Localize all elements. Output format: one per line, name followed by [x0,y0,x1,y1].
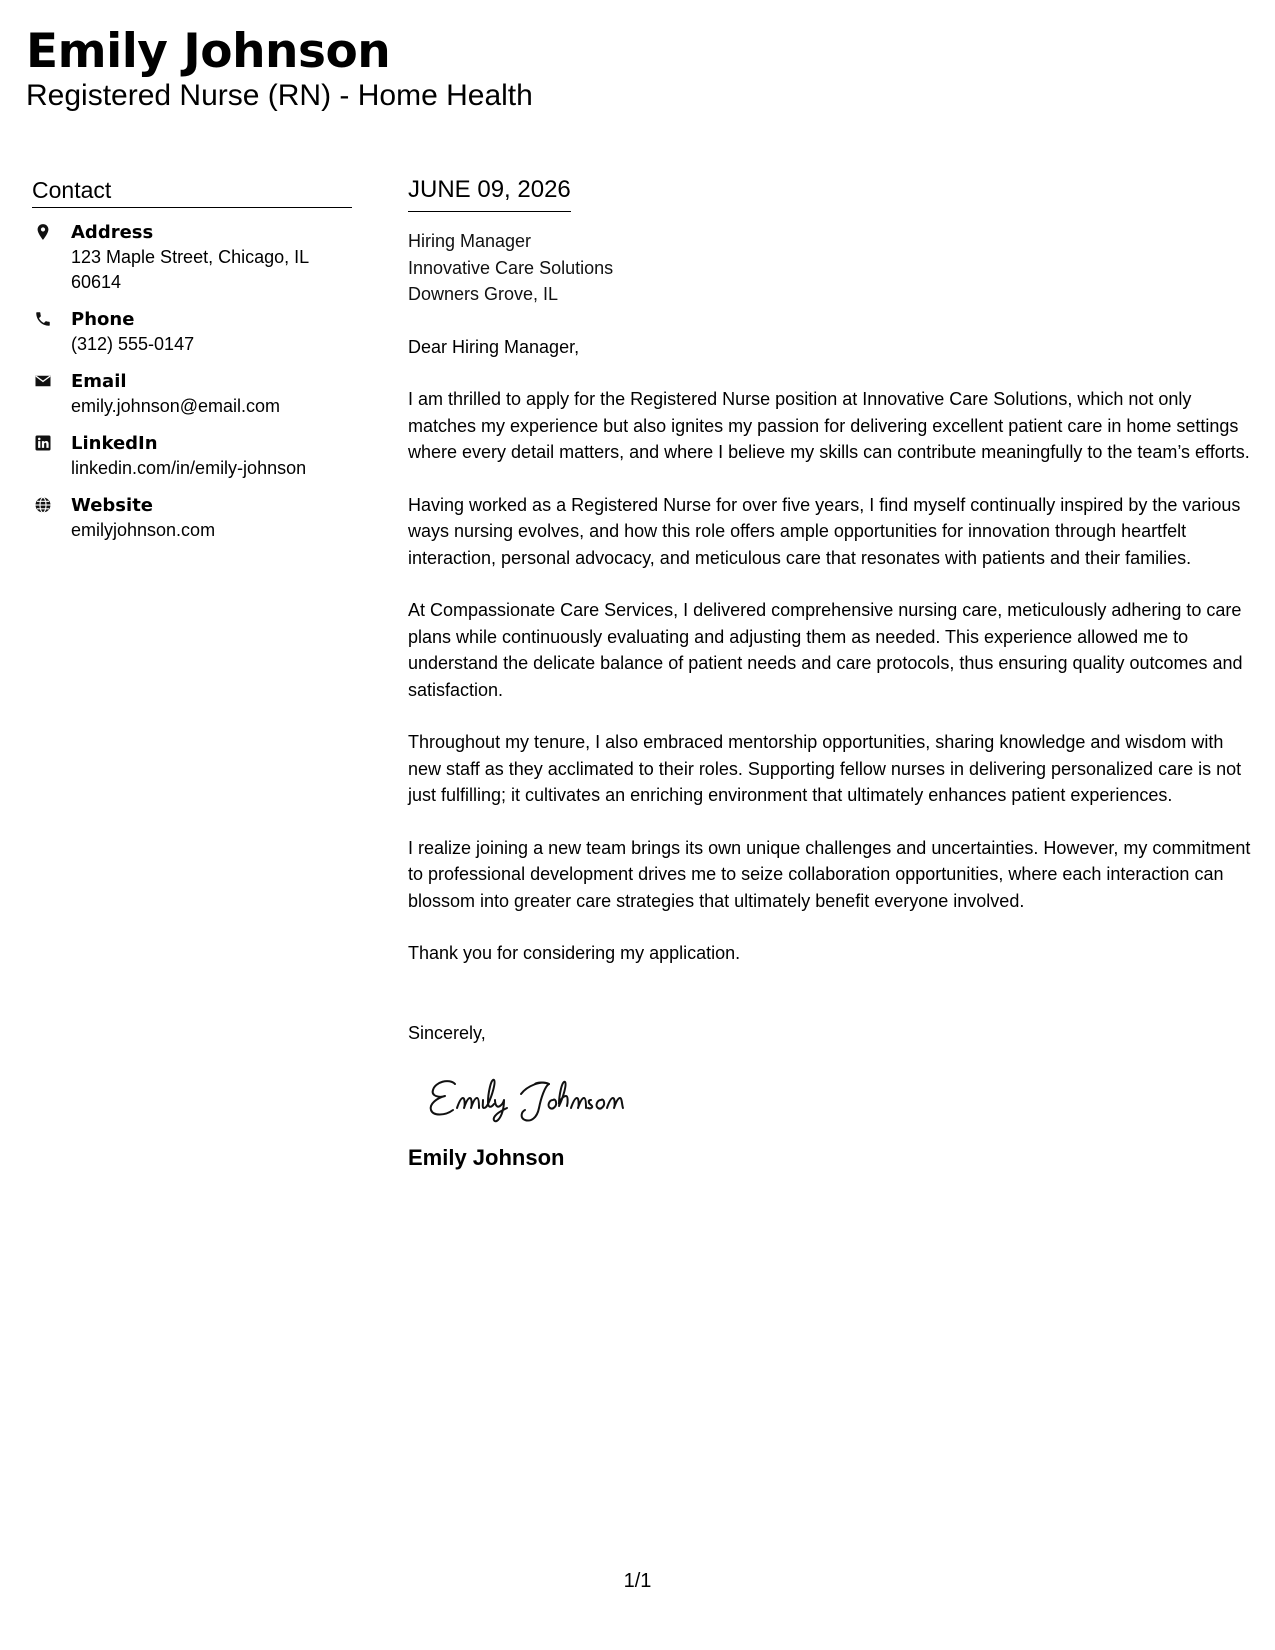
phone-value: (312) 555-0147 [71,334,195,354]
contact-sidebar [32,175,352,555]
contact-item-address [32,220,352,295]
recipient-name: Hiring Manager [408,231,532,251]
email-label: Email [71,371,127,392]
recipient-company: Innovative Care Solutions [408,257,614,278]
letter-paragraph-5: I realize joining a new team brings its own unique challenges and uncertainties. However, my commitment to professional development drives me to seize collaboration opportunities, where each interaction can blossom into greater care strategies that ultimately benefit everyone involved. [408,837,1251,911]
recipient-location: Downers Grove, IL [408,284,559,304]
contact-item-email [32,369,352,419]
letter-body [408,175,1253,1172]
linkedin-icon [34,434,52,452]
location-pin-icon [34,223,52,241]
phone-icon [34,310,52,328]
contact-item-website [32,493,352,543]
closing: Sincerely, [408,1022,486,1043]
letter-paragraph-4: Throughout my tenure, I also embraced mentorship opportunities, sharing knowledge and wisdom with new staff as they acclimated to their roles. Supporting fellow nurses in delivering personalized care is not just fulfilling; it cultivates an enriching environment that ultimately enhances patient experiences. [408,732,1242,805]
phone-label: Phone [71,309,135,330]
contact-item-linkedin [32,431,352,481]
page-number: 1/1 [623,1570,652,1592]
handwritten-signature [425,1072,657,1126]
website-label: Website [71,495,154,516]
website-value: emilyjohnson.com [71,520,216,540]
letter-paragraph-1: I am thrilled to apply for the Registered Nurse position at Innovative Care Solutions, which not only matches my experience but also ignites my passion for delivering excellent patient care in home settings where every detail matters, and where I believe my skills can contribute meaningfully to the team’s efforts. [408,389,1250,462]
linkedin-label: LinkedIn [71,433,158,454]
salutation: Dear Hiring Manager, [408,336,580,357]
envelope-icon [34,372,52,390]
letter-paragraph-2: Having worked as a Registered Nurse for over five years, I find myself continually inspired by the various ways nursing evolves, and how this role offers ample opportunities for innovation through heartfelt interaction, personal advocacy, and meticulous care that resonates with patients and their families. [408,494,1241,568]
applicant-name: Emily Johnson [26,24,391,79]
letter-paragraph-3: At Compassionate Care Services, I delivered comprehensive nursing care, meticulously adhering to care plans while continuously evaluating and adjusting them as needed. This experience allowed me to understand the delicate balance of patient needs and care protocols, thus ensuring quality outcomes and satisfaction. [408,600,1243,700]
contact-item-phone [32,307,352,357]
applicant-job-title: Registered Nurse (RN) - Home Health [26,79,533,112]
address-label: Address [71,222,154,243]
linkedin-value: linkedin.com/in/emily-johnson [71,458,307,478]
email-value: emily.johnson@email.com [71,396,281,416]
contact-section-title: Contact [32,175,352,208]
letter-date: JUNE 09, 2026 [408,175,571,212]
signer-name: Emily Johnson [408,1145,565,1170]
globe-icon [34,496,52,514]
letter-header [26,24,533,114]
recipient-block [408,228,1253,308]
address-value: 123 Maple Street, Chicago, IL 60614 [71,247,309,292]
letter-paragraph-6: Thank you for considering my application. [408,943,741,963]
